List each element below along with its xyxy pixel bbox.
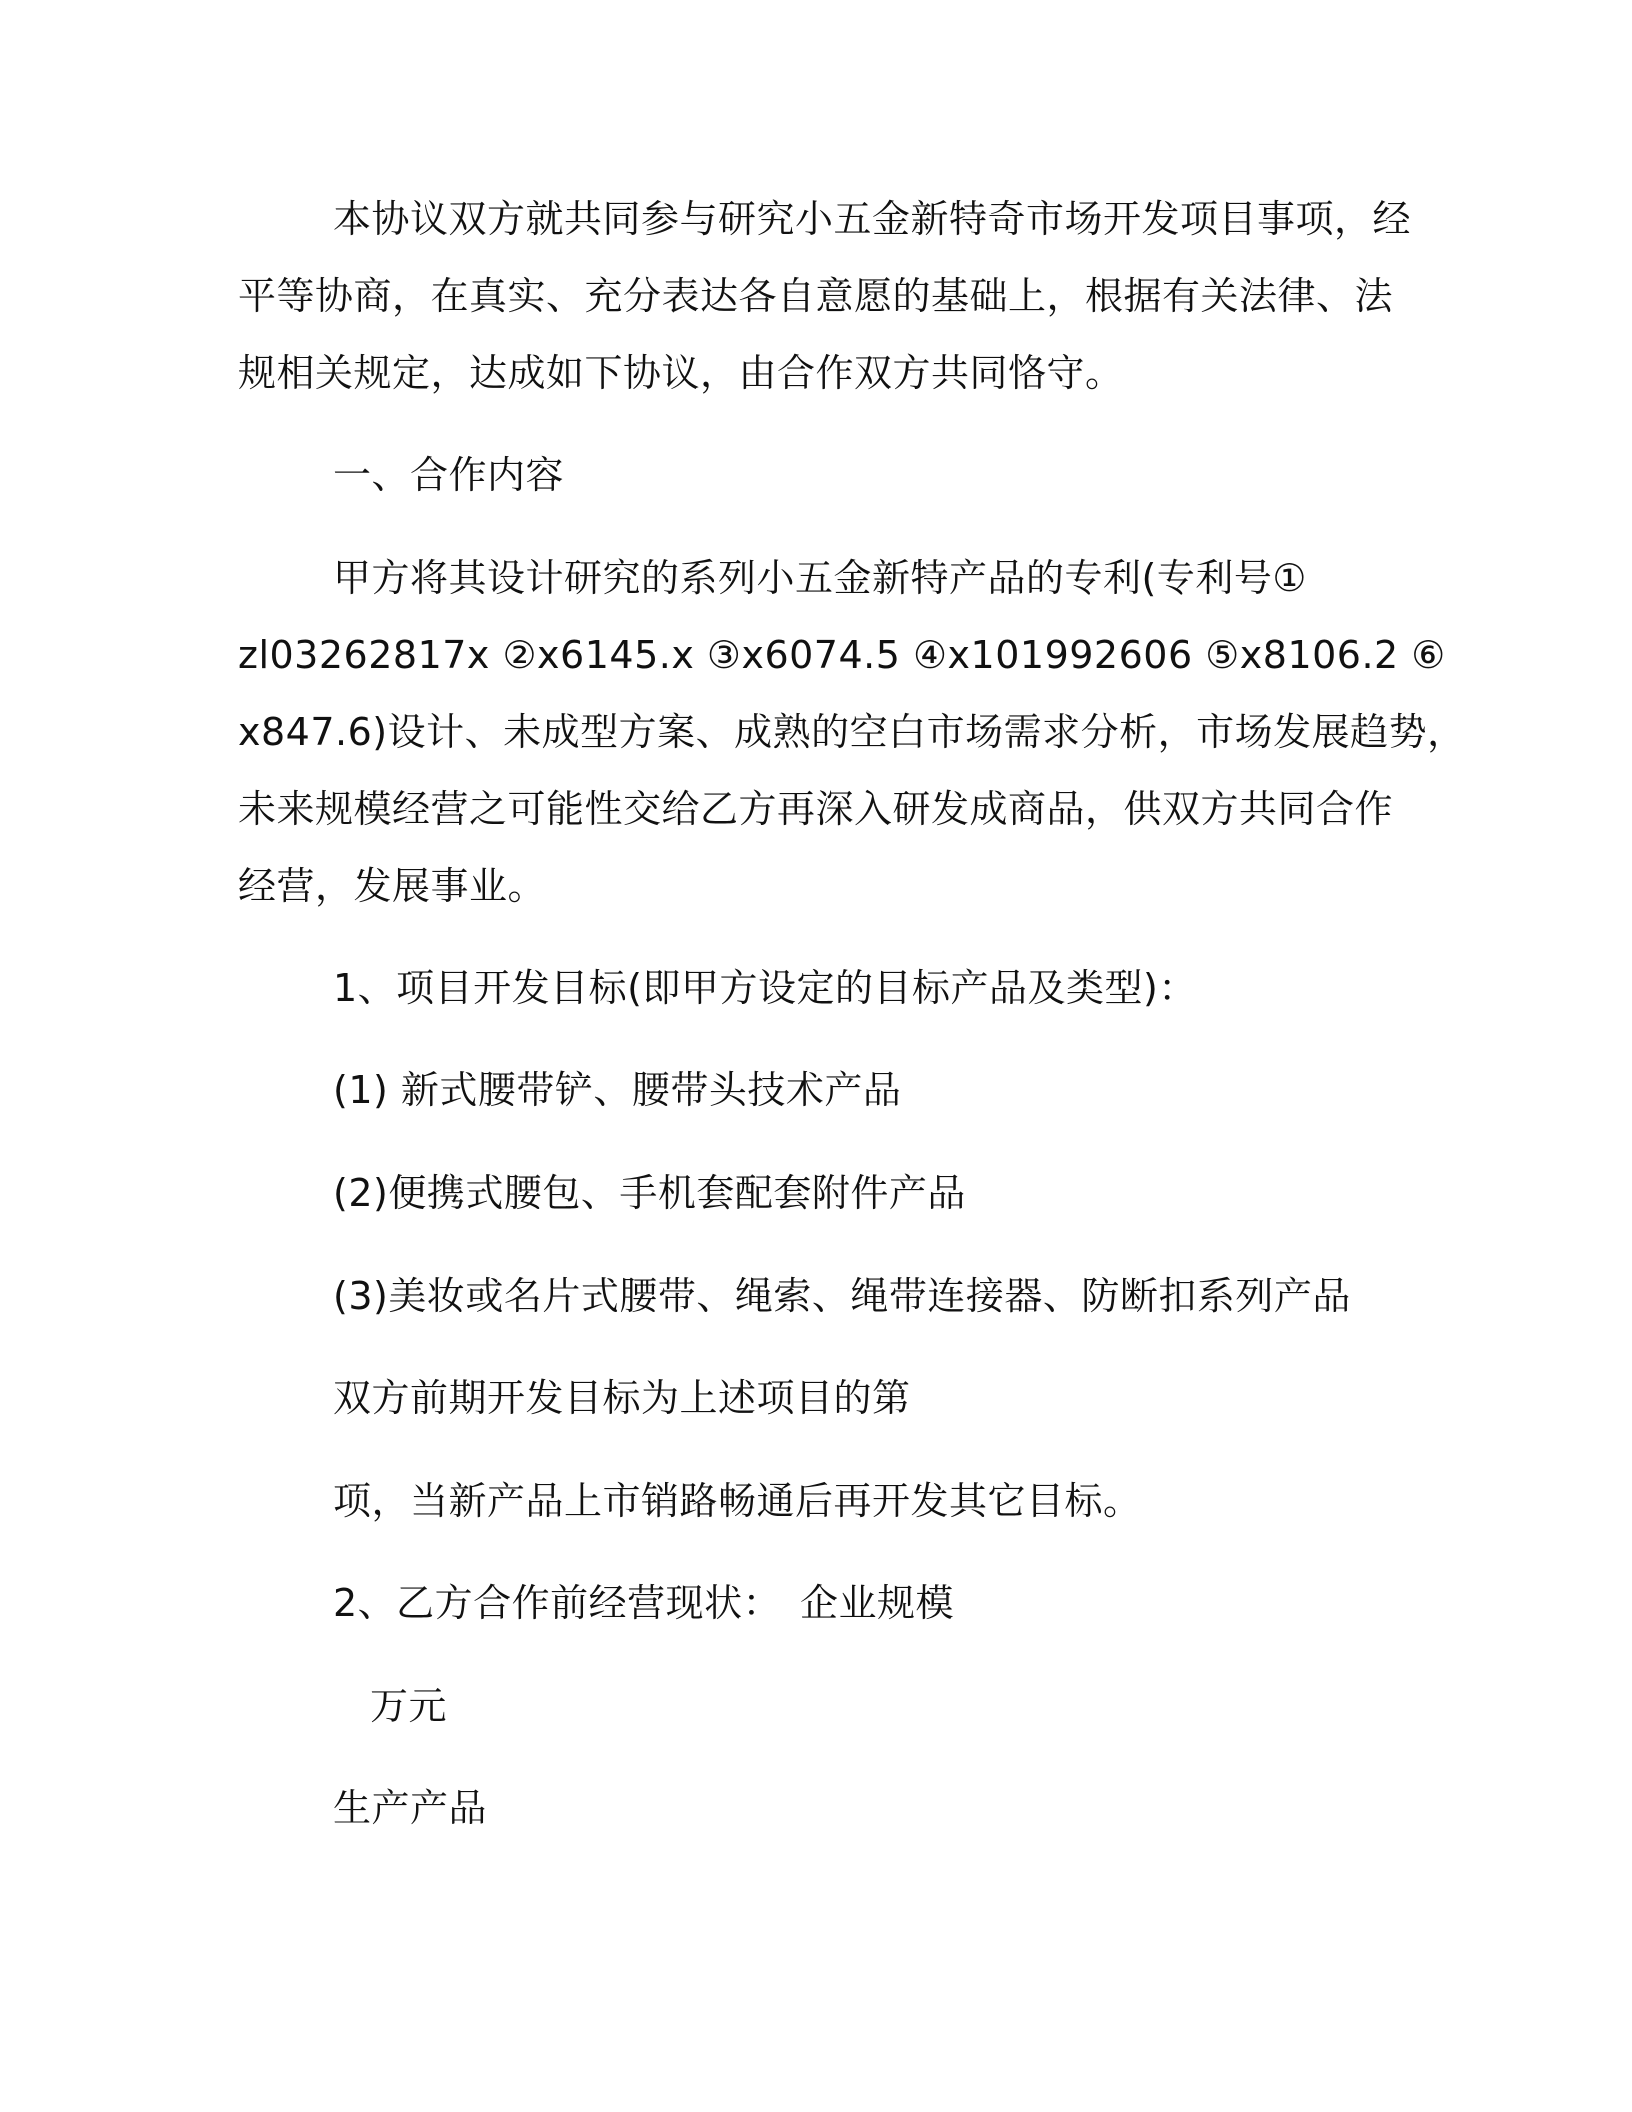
cooperation-line-5: 经营，发展事业。: [238, 864, 547, 908]
target-item-3: (3)美妆或名片式腰带、绳索、绳带连接器、防断扣系列产品: [333, 1274, 1351, 1318]
phase-line-2: 项，当新产品上市销路畅通后再开发其它目标。: [333, 1479, 1142, 1523]
item-heading-development-target: 1、项目开发目标(即甲方设定的目标产品及类型)：: [333, 966, 1197, 1010]
enterprise-scale-label: 企业规模: [800, 1581, 955, 1625]
target-item-1: (1) 新式腰带铲、腰带头技术产品: [333, 1068, 902, 1112]
intro-line-1: 本协议双方就共同参与研究小五金新特奇市场开发项目事项，经: [333, 197, 1412, 241]
cooperation-line-3: x847.6)设计、未成型方案、成熟的空白市场需求分析，市场发展趋势，: [238, 710, 1466, 754]
item-heading-current-status: 2、乙方合作前经营现状：: [333, 1581, 782, 1625]
cooperation-line-4: 未来规模经营之可能性交给乙方再深入研发成商品，供双方共同合作: [238, 787, 1394, 831]
section-heading-cooperation: 一、合作内容: [333, 453, 565, 497]
target-item-2: (2)便携式腰包、手机套配套附件产品: [333, 1171, 966, 1215]
phase-line-1: 双方前期开发目标为上述项目的第: [333, 1376, 911, 1420]
products-label: 生产产品: [333, 1786, 488, 1830]
intro-line-2: 平等协商，在真实、充分表达各自意愿的基础上，根据有关法律、法: [238, 274, 1394, 318]
unit-wan-yuan: 万元: [370, 1684, 448, 1728]
intro-line-3: 规相关规定，达成如下协议，由合作双方共同恪守。: [238, 351, 1124, 395]
cooperation-line-1: 甲方将其设计研究的系列小五金新特产品的专利(专利号①: [333, 556, 1307, 600]
cooperation-line-2: zl03262817x ②x6145.x ③x6074.5 ④x101992606 ⑤x8106.2 ⑥: [238, 633, 1446, 677]
